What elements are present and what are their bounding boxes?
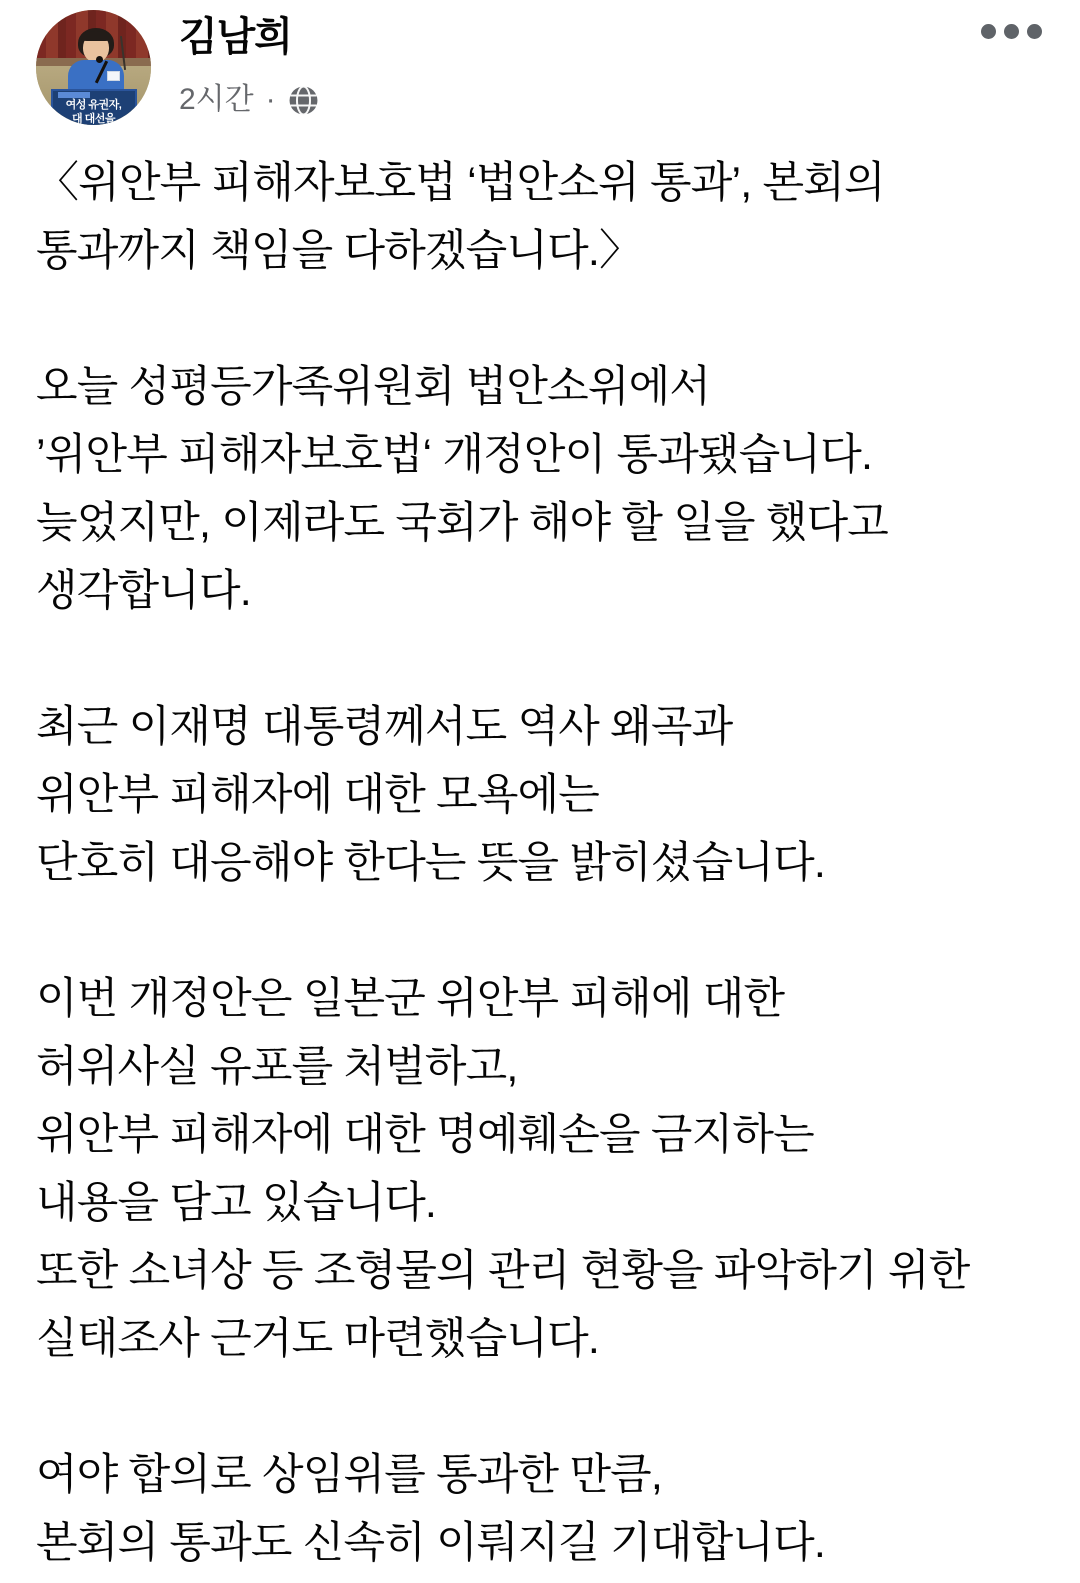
post-text-line: 늦었지만, 이제라도 국회가 해야 할 일을 했다고 xyxy=(36,499,889,547)
header-text xyxy=(179,10,319,116)
avatar-sign-text-1: 여성 유권자, xyxy=(65,99,122,111)
post-text-line: 여야 합의로 상임위를 통과한 만큼, xyxy=(36,1451,663,1499)
meta-separator: · xyxy=(265,83,276,116)
timestamp[interactable]: 2시간 xyxy=(179,83,254,116)
post-paragraph xyxy=(36,965,1050,1373)
globe-icon xyxy=(288,85,319,116)
post-header xyxy=(0,0,1080,125)
post-text-line: 이번 개정안은 일본군 위안부 피해에 대한 xyxy=(36,975,785,1023)
avatar-sign-text-2: 대 대선을 xyxy=(71,113,116,125)
avatar-podium-sign xyxy=(51,89,137,125)
post-text-line: 통과까지 책임을 다하겠습니다.〉 xyxy=(36,227,642,275)
avatar-microphone-head xyxy=(96,56,103,63)
post-text-line: 내용을 담고 있습니다. xyxy=(36,1179,437,1227)
post-text-line: 단호히 대응해야 한다는 뜻을 밝히셨습니다. xyxy=(36,839,826,887)
post-options-button[interactable] xyxy=(977,20,1046,43)
post-paragraph xyxy=(36,149,1050,285)
post-text-line: 본회의 통과도 신속히 이뤄지길 기대합니다. xyxy=(36,1519,826,1567)
post-text-line: 위안부 피해자에 대한 명예훼손을 금지하는 xyxy=(36,1111,814,1159)
post-text-line: 최근 이재명 대통령께서도 역사 왜곡과 xyxy=(36,703,733,751)
ellipsis-dot xyxy=(981,24,996,39)
post-text-line: 허위사실 유포를 처벌하고, xyxy=(36,1043,518,1091)
ellipsis-dot xyxy=(1027,24,1042,39)
post-text-line: 생각합니다. xyxy=(36,567,251,615)
post-meta xyxy=(179,84,319,116)
author-name[interactable]: 김남희 xyxy=(179,15,292,59)
post-text-line: 실태조사 근거도 마련했습니다. xyxy=(36,1315,600,1363)
post-paragraph xyxy=(36,693,1050,897)
post-paragraph xyxy=(36,1441,1050,1577)
post-body xyxy=(0,125,1080,1577)
avatar-sign-ribbon xyxy=(58,92,90,98)
post-paragraph xyxy=(36,353,1050,625)
avatar-name-tag xyxy=(107,71,120,81)
ellipsis-dot xyxy=(1004,24,1019,39)
post-text-line: 위안부 피해자에 대한 모욕에는 xyxy=(36,771,600,819)
avatar[interactable] xyxy=(36,10,151,125)
post-text-line: 오늘 성평등가족위원회 법안소위에서 xyxy=(36,363,711,411)
post-text-line: ’위안부 피해자보호법‘ 개정안이 통과됐습니다. xyxy=(36,431,873,479)
post-text-line: 〈위안부 피해자보호법 ‘법안소위 통과’, 본회의 xyxy=(36,159,885,207)
avatar-hair-fringe xyxy=(81,31,111,41)
post-text-line: 또한 소녀상 등 조형물의 관리 현황을 파악하기 위한 xyxy=(36,1247,970,1295)
